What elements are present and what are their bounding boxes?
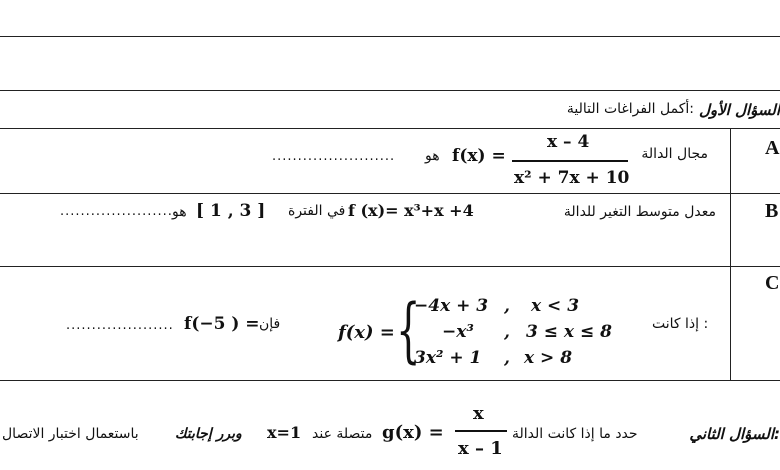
q2-heading: السؤال الثاني: xyxy=(689,425,780,443)
q2-denominator: x – 1 xyxy=(458,438,503,459)
row-b-label: معدل متوسط التغير للدالة xyxy=(563,204,716,220)
q1-instruction: أكمل الفراغات التالية: xyxy=(566,101,694,117)
table-top-rule xyxy=(0,128,780,129)
case-expr: −x³ xyxy=(442,322,474,342)
row-c-then-word: فإن xyxy=(259,316,281,332)
letter-column-divider xyxy=(730,128,731,380)
case-expr: −4x + 3 xyxy=(414,296,489,316)
top-rule xyxy=(0,36,780,37)
row-a-blank: ........................ xyxy=(272,149,396,164)
row-a-letter: A xyxy=(765,137,780,159)
row-c-bottom-rule xyxy=(0,380,780,381)
case-sep: , xyxy=(504,348,510,368)
case-cond: x > 8 xyxy=(524,348,573,368)
row-b-interval: [ 1 , 3 ] xyxy=(196,201,266,221)
row-c-fx: f(x) = xyxy=(338,322,395,343)
row-c-blank: ..................... xyxy=(66,318,174,333)
row-a-is-word: هو xyxy=(425,148,440,164)
q2-text4: باستعمال اختبار الاتصال xyxy=(2,426,139,442)
case-cond: x < 3 xyxy=(531,296,580,316)
row-b-bottom-rule xyxy=(0,266,780,267)
piecewise-brace: { xyxy=(396,289,421,371)
case-sep: , xyxy=(504,322,510,342)
q2-text1: حدد ما إذا كانت الدالة xyxy=(512,426,638,442)
case-row xyxy=(414,348,573,368)
q2-text3: وبرر إجابتك xyxy=(175,426,242,442)
q2-fraction-bar xyxy=(455,430,507,432)
row-b-function: f (x)= x³+x +4 xyxy=(348,201,474,220)
case-row xyxy=(414,322,612,342)
header-top-rule xyxy=(0,90,780,91)
q2-point: x=1 xyxy=(267,423,302,442)
case-row xyxy=(414,296,580,316)
row-a-fraction-bar xyxy=(512,160,628,162)
row-c-letter: C xyxy=(765,272,780,294)
row-b-letter: B xyxy=(765,200,779,222)
case-sep: , xyxy=(504,296,510,316)
case-cond: 3 ≤ x ≤ 8 xyxy=(526,322,612,342)
q2-text2: متصلة عند xyxy=(312,426,373,442)
case-expr: 3x² + 1 xyxy=(414,348,482,368)
row-b-is-word: هو xyxy=(172,204,187,220)
row-a-label: مجال الدالة xyxy=(641,146,708,162)
row-b-interval-word: في الفترة xyxy=(288,203,346,219)
row-a-numerator: x – 4 xyxy=(547,132,590,152)
row-b-blank: ...................... xyxy=(60,204,173,219)
q1-heading: السؤال الأول xyxy=(698,101,780,119)
row-a-fx: f(x) = xyxy=(452,146,506,166)
row-c-label: إذا كانت : xyxy=(652,316,709,332)
row-a-denominator: x² + 7x + 10 xyxy=(514,168,630,188)
row-a-bottom-rule xyxy=(0,193,780,194)
q2-numerator: x xyxy=(473,403,484,424)
q2-gx: g(x) = xyxy=(382,422,444,443)
row-c-query: f(−5 ) = xyxy=(184,314,260,334)
